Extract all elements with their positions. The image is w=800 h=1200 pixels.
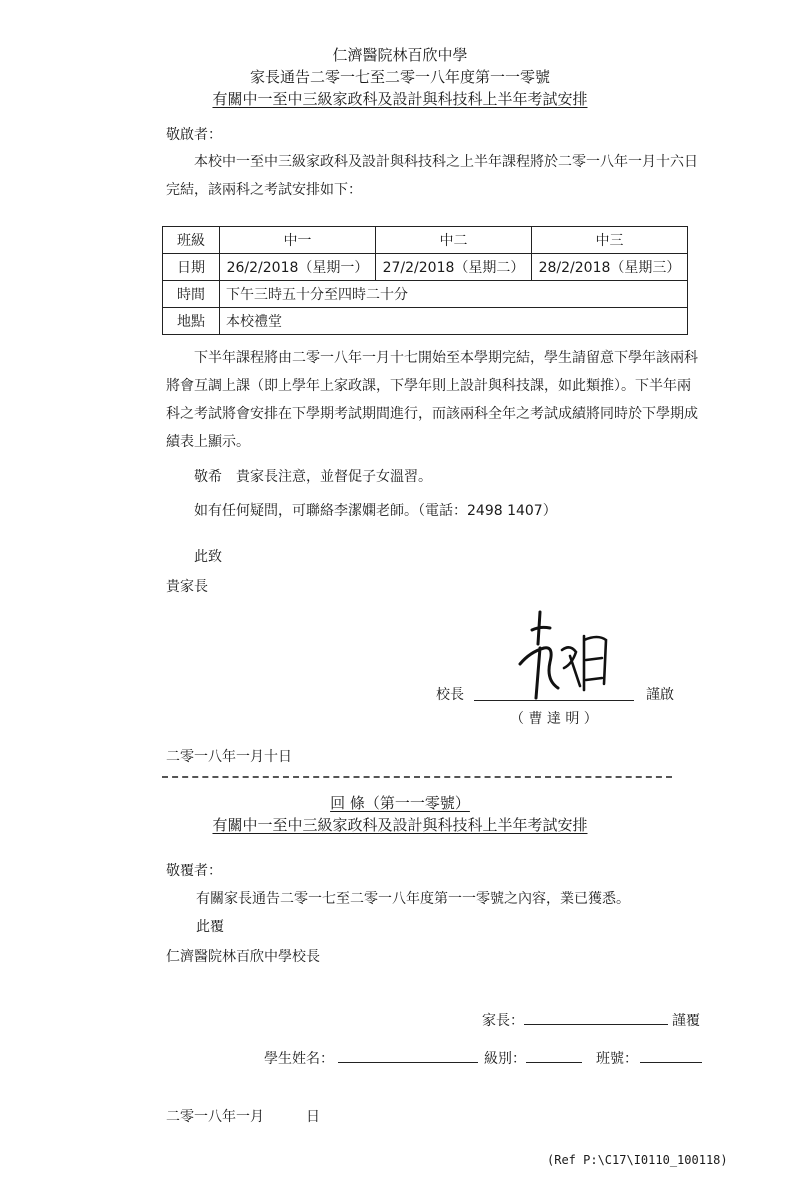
recipient: 貴家長 — [166, 579, 208, 595]
closing: 此致 — [194, 549, 222, 565]
grade-f3: 中三 — [532, 227, 688, 254]
parent-sign-off: 謹覆 — [672, 1013, 700, 1029]
reply-slip-subject: 有關中一至中三級家政科及設計與科技科上半年考試安排 — [212, 816, 588, 834]
class-label: 級別： — [484, 1051, 526, 1067]
student-name-label: 學生姓名： — [264, 1051, 334, 1067]
exam-schedule-table — [162, 226, 688, 335]
reply-body: 有關家長通告二零一七至二零一八年度第一一零號之內容，業已獲悉。 — [196, 891, 630, 907]
paragraph-second-half: 下半年課程將由二零一八年一月十七開始至本學期完結，學生請留意下學年該兩科將會互調上課（即上學年上家政課，下學年則上設計與科技課，如此類推）。下半年兩科之考試將會安排在下學期考試期間進行，而該兩科全年之考試成績將同時於下學期成績表上顯示。 — [166, 350, 698, 450]
date-f2: 27/2/2018（星期二） — [376, 254, 532, 281]
table-row — [163, 308, 688, 335]
table-row — [163, 254, 688, 281]
grade-f2: 中二 — [376, 227, 532, 254]
class-field[interactable] — [526, 1062, 582, 1063]
date-f3: 28/2/2018（星期三） — [532, 254, 688, 281]
paragraph-contact: 如有任何疑問，可聯絡李潔嫻老師。（電話：2498 1407） — [194, 503, 557, 519]
reply-recipient: 仁濟醫院林百欣中學校長 — [166, 949, 320, 965]
grade-f1: 中一 — [220, 227, 376, 254]
school-name: 仁濟醫院林百欣中學 — [332, 46, 468, 64]
tear-off-dashed-line — [162, 776, 672, 778]
table-row — [163, 227, 688, 254]
principal-label: 校長 — [436, 687, 464, 703]
notice-number: 家長通告二零一七至二零一八年度第一一零號 — [249, 68, 550, 86]
reply-closing: 此覆 — [196, 919, 224, 935]
reply-slip-title: 回 條（第一一零號） — [330, 794, 470, 812]
reply-salutation: 敬覆者： — [166, 863, 222, 879]
principal-name: （ 曹 達 明 ） — [510, 711, 598, 727]
row-header-date: 日期 — [163, 254, 220, 281]
row-header-class: 班級 — [163, 227, 220, 254]
paragraph-reminder: 敬希 貴家長注意，並督促子女溫習。 — [194, 469, 432, 485]
letter-date: 二零一八年一月十日 — [166, 749, 292, 765]
sign-off: 謹啟 — [646, 687, 674, 703]
salutation: 敬啟者： — [166, 127, 222, 143]
row-header-time: 時間 — [163, 281, 220, 308]
row-header-venue: 地點 — [163, 308, 220, 335]
date-f1: 26/2/2018（星期一） — [220, 254, 376, 281]
parent-signature-field[interactable] — [524, 1024, 668, 1025]
exam-time: 下午三時五十分至四時二十分 — [220, 281, 688, 308]
paragraph-intro: 本校中一至中三級家政科及設計與科技科之上半年課程將於二零一八年一月十六日完結，該兩科之考試安排如下： — [166, 154, 698, 198]
principal-signature-mark — [510, 604, 620, 704]
number-label: 班號： — [596, 1051, 638, 1067]
notice-subject: 有關中一至中三級家政科及設計與科技科上半年考試安排 — [212, 90, 588, 108]
reply-date: 二零一八年一月 日 — [166, 1109, 320, 1125]
number-field[interactable] — [640, 1062, 702, 1063]
principal-signature-line — [474, 700, 634, 701]
reference-code: (Ref P:\C17\I0110_100118) — [547, 1153, 728, 1167]
exam-venue: 本校禮堂 — [220, 308, 688, 335]
parent-label: 家長： — [482, 1013, 524, 1029]
table-row — [163, 281, 688, 308]
student-name-field[interactable] — [338, 1062, 478, 1063]
